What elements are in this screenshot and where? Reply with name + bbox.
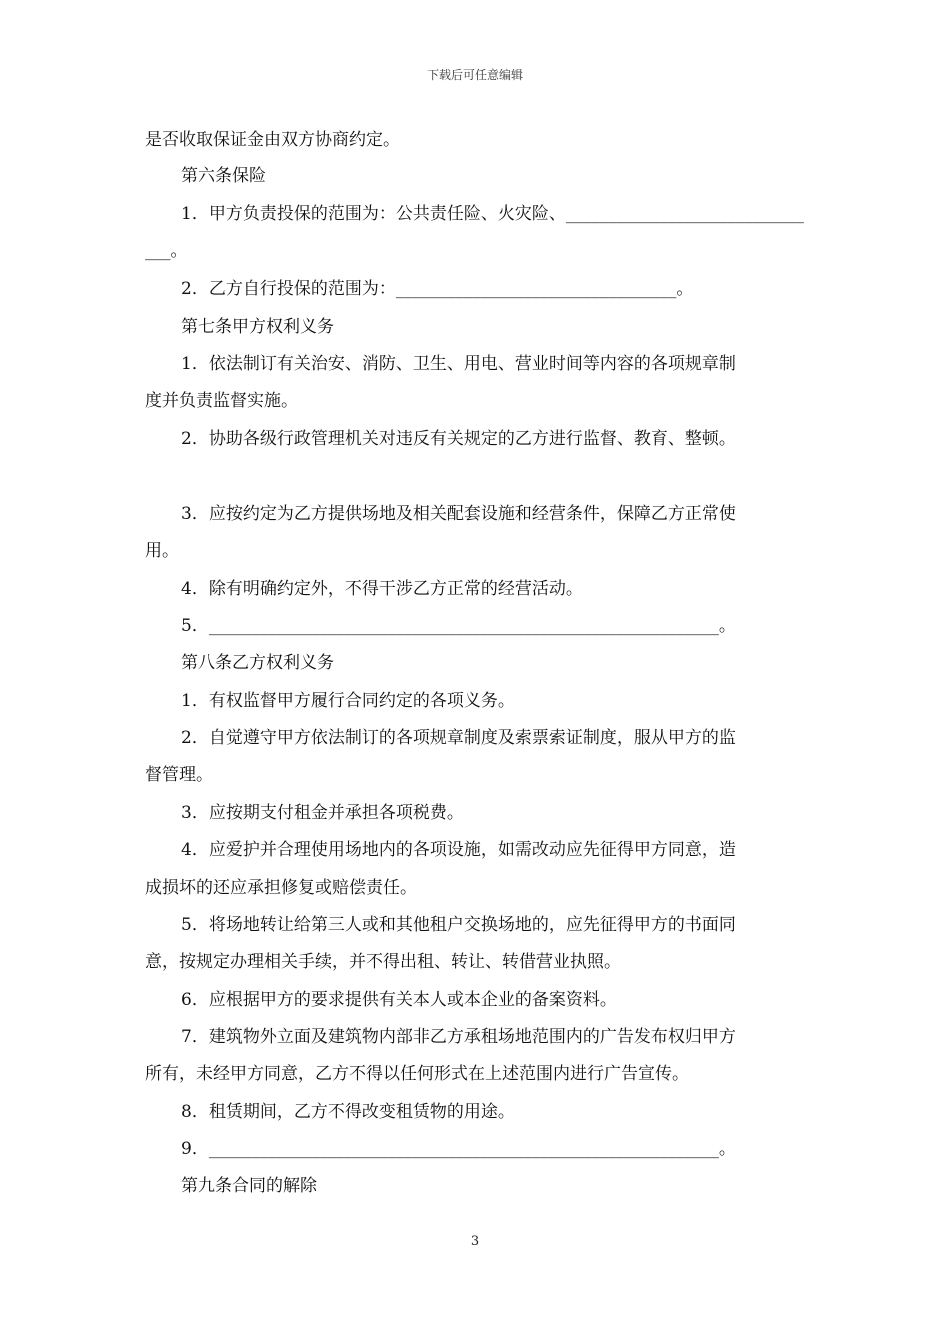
text-line: 1．有权监督甲方履行合同约定的各项义务。 xyxy=(181,691,515,711)
text-line: 用。 xyxy=(145,541,179,561)
text-line: 2．自觉遵守甲方依法制订的各项规章制度及索票索证制度，服从甲方的监 xyxy=(181,728,736,748)
page-number: 3 xyxy=(470,1234,480,1249)
text-line: 1．依法制订有关治安、消防、卫生、用电、营业时间等内容的各项规章制 xyxy=(181,354,736,374)
section-heading: 第六条保险 xyxy=(181,166,266,186)
section-heading: 第八条乙方权利义务 xyxy=(181,653,334,673)
text-line: 是否收取保证金由双方协商约定。 xyxy=(145,130,400,150)
page-header: 下载后可任意编辑 xyxy=(426,68,523,82)
section-heading: 第九条合同的解除 xyxy=(181,1176,317,1196)
text-line: 2．乙方自行投保的范围为：_________________________________。 xyxy=(181,279,694,299)
text-line: ___。 xyxy=(145,241,188,261)
text-line: 2．协助各级行政管理机关对违反有关规定的乙方进行监督、教育、整顿。 xyxy=(181,429,736,449)
text-line: 所有，未经甲方同意，乙方不得以任何形式在上述范围内进行广告宣传。 xyxy=(145,1064,689,1084)
text-line: 7．建筑物外立面及建筑物内部非乙方承租场地范围内的广告发布权归甲方 xyxy=(181,1027,736,1047)
text-line: 3．应按约定为乙方提供场地及相关配套设施和经营条件，保障乙方正常使 xyxy=(181,504,736,524)
text-line: 5．____________________________________________________________。 xyxy=(181,616,736,636)
text-line: 意，按规定办理相关手续，并不得出租、转让、转借营业执照。 xyxy=(145,952,621,972)
text-line: 督管理。 xyxy=(145,765,213,785)
text-line: 9．____________________________________________________________。 xyxy=(181,1139,736,1159)
text-line: 5．将场地转让给第三人或和其他租户交换场地的，应先征得甲方的书面同 xyxy=(181,915,736,935)
text-line: 3．应按期支付租金并承担各项税费。 xyxy=(181,803,464,823)
section-heading: 第七条甲方权利义务 xyxy=(181,317,334,337)
text-line: 4．除有明确约定外，不得干涉乙方正常的经营活动。 xyxy=(181,579,583,599)
text-line: 1．甲方负责投保的范围为：公共责任险、火灾险、____________________________ xyxy=(181,204,804,224)
text-line: 度并负责监督实施。 xyxy=(145,391,298,411)
text-line: 8．租赁期间，乙方不得改变租赁物的用途。 xyxy=(181,1102,515,1122)
text-line: 成损坏的还应承担修复或赔偿责任。 xyxy=(145,878,417,898)
text-line: 6．应根据甲方的要求提供有关本人或本企业的备案资料。 xyxy=(181,990,617,1010)
text-line: 4．应爱护并合理使用场地内的各项设施，如需改动应先征得甲方同意，造 xyxy=(181,840,736,860)
